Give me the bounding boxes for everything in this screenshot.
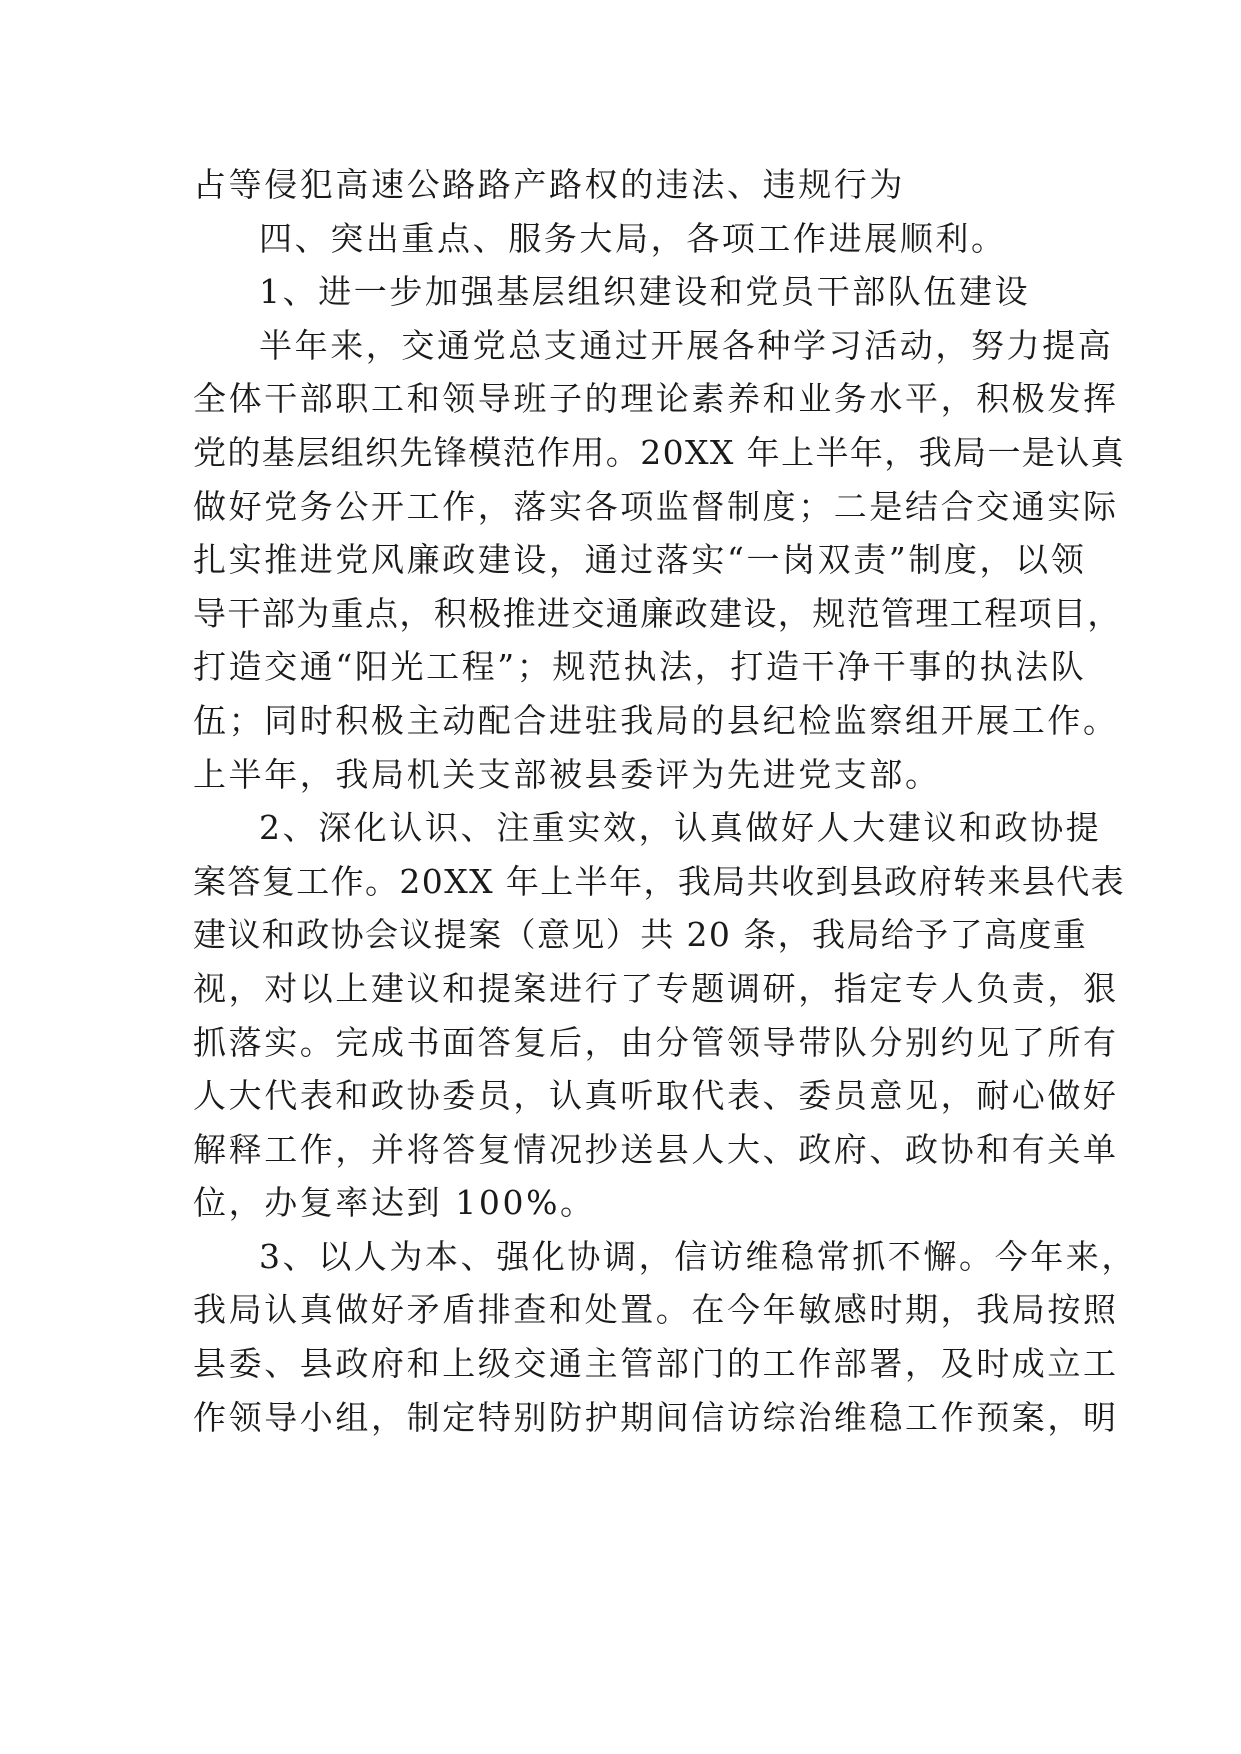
paragraph-line: 伍；同时积极主动配合进驻我局的县纪检监察组开展工作。: [193, 700, 1119, 740]
paragraph-line: 全体干部职工和领导班子的理论素养和业务水平，积极发挥: [193, 379, 1119, 419]
paragraph-line: 人大代表和政协委员，认真听取代表、委员意见，耐心做好: [193, 1076, 1119, 1116]
paragraph-line: 做好党务公开工作，落实各项监督制度；二是结合交通实际: [193, 486, 1119, 526]
paragraph-line: 县委、县政府和上级交通主管部门的工作部署，及时成立工: [193, 1344, 1119, 1384]
paragraph-line: 案答复工作。20XX 年上半年，我局共收到县政府转来县代表: [193, 861, 1126, 901]
paragraph-line: 导干部为重点，积极推进交通廉政建设，规范管理工程项目，: [193, 593, 1122, 633]
paragraph-line: 打造交通“阳光工程”；规范执法，打造干净干事的执法队: [193, 647, 1087, 687]
paragraph-line: 位，办复率达到 100%。: [193, 1183, 596, 1223]
paragraph-line: 半年来，交通党总支通过开展各种学习活动，努力提高: [259, 325, 1114, 365]
section-heading: 四、突出重点、服务大局，各项工作进展顺利。: [259, 218, 1007, 258]
document-body: [193, 158, 1137, 1444]
paragraph-line: 我局认真做好矛盾排查和处置。在今年敏感时期，我局按照: [193, 1290, 1119, 1330]
paragraph-line: 作领导小组，制定特别防护期间信访综治维稳工作预案，明: [193, 1397, 1119, 1437]
paragraph-line: 建议和政协会议提案（意见）共 20 条，我局给予了高度重: [193, 915, 1088, 955]
paragraph-line: 抓落实。完成书面答复后，由分管领导带队分别约见了所有: [193, 1022, 1119, 1062]
paragraph-line: 2、深化认识、注重实效，认真做好人大建议和政协提: [259, 808, 1102, 848]
paragraph-line: 上半年，我局机关支部被县委评为先进党支部。: [193, 754, 941, 794]
paragraph-line: 扎实推进党风廉政建设，通过落实“一岗双责”制度，以领: [193, 540, 1087, 580]
paragraph-line: 党的基层组织先锋模范作用。20XX 年上半年，我局一是认真: [193, 432, 1126, 472]
text-line: 占等侵犯高速公路路产路权的违法、违规行为: [193, 165, 905, 204]
paragraph-line: 视，对以上建议和提案进行了专题调研，指定专人负责，狠: [193, 968, 1119, 1008]
paragraph-line: 3、以人为本、强化协调，信访维稳常抓不懈。今年来，: [259, 1236, 1137, 1276]
subsection-heading: 1、进一步加强基层组织建设和党员干部队伍建设: [259, 272, 1031, 312]
paragraph-line: 解释工作，并将答复情况抄送县人大、政府、政协和有关单: [193, 1129, 1119, 1169]
